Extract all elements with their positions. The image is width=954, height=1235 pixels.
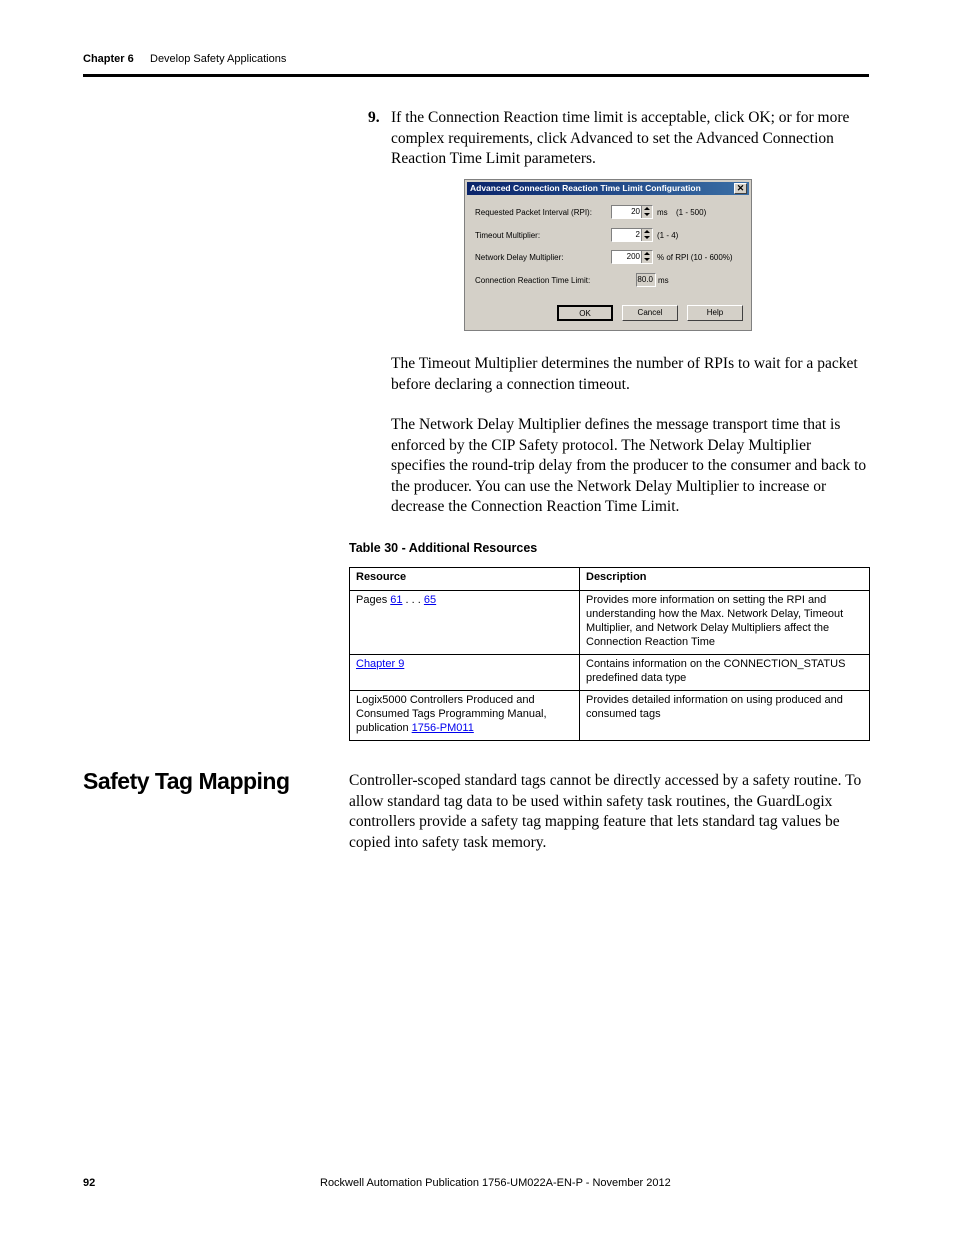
page-number: 92 [83,1177,96,1189]
network-delay-label: Network Delay Multiplier: [475,253,564,262]
publication-footer: Rockwell Automation Publication 1756-UM022A-EN-P - November 2012 [320,1177,671,1189]
advanced-crtl-dialog [464,179,752,331]
dialog-titlebar [467,182,749,195]
description-cell: Contains information on the CONNECTION_STATUS predefined data type [580,655,870,691]
network-delay-range: % of RPI (10 - 600%) [657,253,733,262]
ok-button[interactable]: OK [557,305,613,321]
table-caption: Table 30 - Additional Resources [349,541,538,555]
resource-prefix: Pages [356,594,391,606]
network-delay-input[interactable] [611,250,653,264]
page-separator: . . . [402,594,424,606]
page-61-link[interactable]: 61 [390,594,403,606]
rpi-unit: ms [657,208,668,217]
rpi-value: 20 [631,207,640,216]
crtl-unit: ms [658,276,669,285]
publication-link[interactable]: 1756-PM011 [411,722,474,734]
cancel-button[interactable]: Cancel [622,305,678,321]
section-heading: Safety Tag Mapping [83,768,290,794]
header-title: Develop Safety Applications [150,53,287,65]
step-text: If the Connection Reaction time limit is acceptable, click OK; or for more complex requirements, click Advanced to set the Advanced Connection Reaction Time Limit parameters. [391,109,850,167]
rpi-range: (1 - 500) [676,208,707,217]
table-row [350,655,870,691]
dialog-title: Advanced Connection Reaction Time Limit Configuration [470,183,701,193]
timeout-spinner-icon[interactable] [641,229,652,241]
crtl-label: Connection Reaction Time Limit: [475,276,591,285]
header-chapter: Chapter 6 [83,53,134,65]
header-description: Description [580,568,870,591]
timeout-value: 2 [635,230,640,239]
rpi-spinner-icon[interactable] [641,206,652,218]
rpi-label: Requested Packet Interval (RPI): [475,208,592,217]
network-paragraph: The Network Delay Multiplier defines the message transport time that is enforced by the CIP Safety protocol. The Network Delay Multiplier specifies the round-trip delay from the producer to the consumer and back to the producer. You can use the Network Delay Multiplier to increase or decrease the Connection Reaction Time Limit. [391,416,867,515]
network-delay-spinner-icon[interactable] [641,251,652,263]
crtl-readonly-field: 80.0 [636,273,656,287]
close-icon[interactable]: ✕ [734,183,747,194]
timeout-range: (1 - 4) [657,231,679,240]
table-row [350,691,870,741]
resources-table [349,567,870,741]
chapter-9-link[interactable]: Chapter 9 [356,658,405,670]
timeout-paragraph: The Timeout Multiplier determines the number of RPIs to wait for a packet before declaring a connection timeout. [391,355,858,393]
timeout-label: Timeout Multiplier: [475,231,541,240]
network-delay-value: 200 [626,252,640,261]
header-rule [83,74,869,77]
resource-cell [350,691,580,741]
table-header-row [350,568,870,591]
rpi-input[interactable] [611,205,653,219]
step-number: 9. [368,109,380,126]
help-button[interactable]: Help [687,305,743,321]
resource-cell [350,591,580,655]
section-paragraph: Controller-scoped standard tags cannot be directly accessed by a safety routine. To allow standard tag data to be used within safety task routines, the GuardLogix controllers provide a safety tag mapping feature that lets standard tag values be copied into safety task memory. [349,772,862,851]
table-row [350,591,870,655]
description-cell: Provides more information on setting the RPI and understanding how the Max. Network Delay, Timeout Multiplier, and Network Delay Multipliers affect the Connection Reaction Time [580,591,870,655]
timeout-input[interactable] [611,228,653,242]
resource-cell [350,655,580,691]
header-resource: Resource [350,568,580,591]
description-cell: Provides detailed information on using produced and consumed tags [580,691,870,741]
resource-text: Logix5000 Controllers Produced and Consumed Tags Programming Manual, publication [356,694,547,734]
page-65-link[interactable]: 65 [423,594,437,606]
